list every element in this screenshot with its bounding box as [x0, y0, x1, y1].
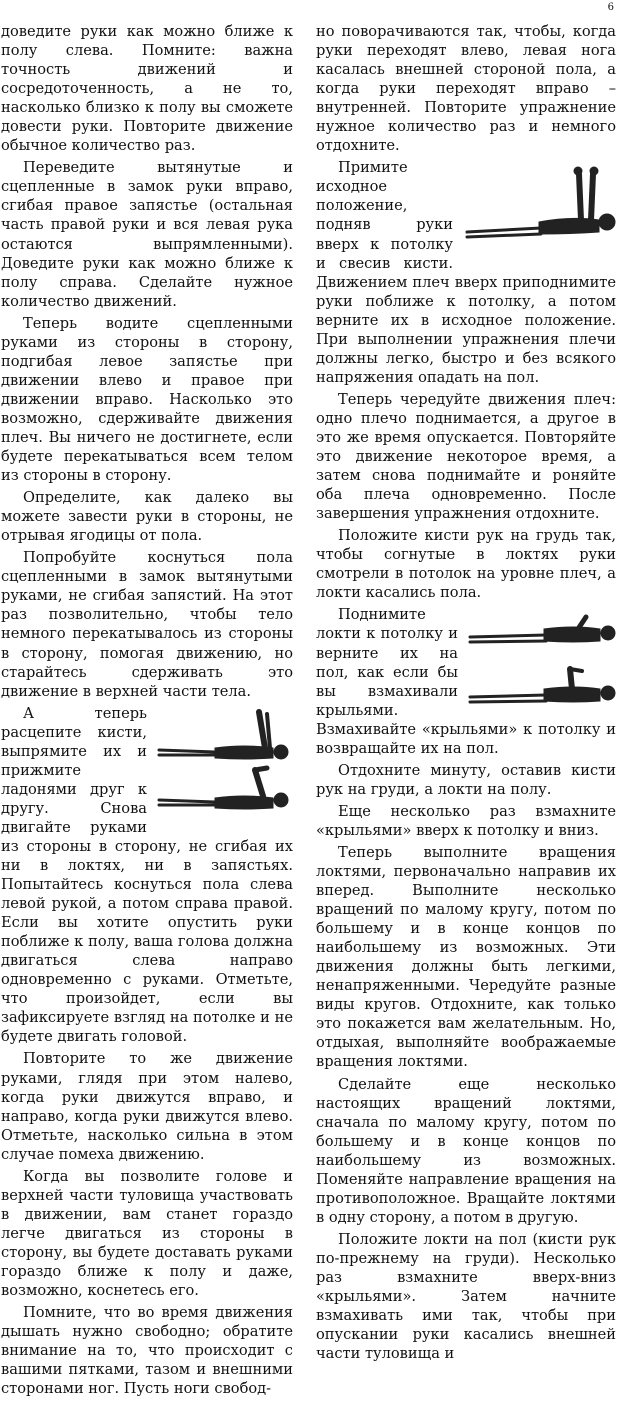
paragraph: Попробуйте коснуться пола сцепленными в замок вытянутыми руками, не сгибая запястий. На этот раз позволительно, чтобы тело немного перекатывалось из стороны в сторону, помогая движению, но старайтесь сдерживать это движение в верхней части тела.: [1, 549, 293, 700]
paragraph: но поворачиваются так, чтобы, когда руки переходят влево, левая нога касалась внешней стороной пола, а когда руки переходят вправо – внутренней. Повторите упражнение нужное количество раз и немного отдохните.: [316, 23, 616, 155]
paragraph: Переведите вытянутые и сцепленные в замок руки вправо, сгибая правое запястье (остальная часть правой руки и вся левая рука остаются выпрямленными). Доведите руки как можно ближе к полу справа. Сделайте нужное количество движений.: [1, 159, 293, 310]
figure-shoulders-raise: [461, 162, 616, 252]
right-column: [316, 22, 616, 1366]
figure-arm-swing: [155, 708, 293, 820]
paragraph: Теперь водите сцепленными руками из стороны в сторону, подгибая левое запястье при движении влево и правое при движении вправо. Насколько это возможно, сдерживайте движения плеч. Вы ничего не достигнете, если будете перекатываться всем телом из стороны в сторону.: [1, 314, 293, 485]
paragraph: Повторите то же движение руками, глядя при этом налево, когда руки движутся вправо, и направо, когда руки движутся влево. Отметьте, насколько сильна в этом случае помеха движению.: [1, 1050, 293, 1163]
paragraph: Помните, что во время движения дышать нужно свободно; обратите внимание на то, что происходит с вашими пятками, тазом и внешними сторонами ног. Пусть ноги свобод-: [1, 1304, 293, 1398]
paragraph: Определите, как далеко вы можете завести руки в стороны, не отрывая ягодицы от пола.: [1, 489, 293, 545]
paragraph: Еще несколько раз взмахните «крыльями» вверх к потолку и вниз.: [316, 802, 616, 839]
paragraph: доведите руки как можно ближе к полу слева. Помните: важна точность движений и сосредоточенность, а не то, насколько близко к полу вы сможете довести руки. Повторите движение обычное количество раз.: [1, 23, 293, 155]
figure-elbow-wings: [466, 609, 616, 714]
paragraph: А теперь расцепите кисти, выпрямите их и прижмите ладонями друг к другу. Снова двигайте руками из стороны в сторону, не сгибая их ни в локтях, ни в запястьях. Попытайтесь коснуться пола слева левой рукой, а потом справа правой. Если вы хотите опустить руки поближе к полу, ваша голова должна двигаться слева направо одновременно с руками. Отметьте, что произойдет, если вы зафиксируете взгляд на потолке и не будете двигать головой.: [1, 704, 293, 1046]
paragraph: Отдохните минуту, оставив кисти рук на груди, а локти на полу.: [316, 761, 616, 798]
paragraph: Когда вы позволите голове и верхней части туловища участвовать в движении, вам станет гораздо легче двигаться из стороны в сторону, вы будете доставать руками гораздо ближе к полу и даже, возможно, коснетесь его.: [1, 1167, 293, 1300]
paragraph: Положите кисти рук на грудь так, чтобы согнутые в локтях руки смотрели в потолок на уровне плеч, а локти касались пола.: [316, 527, 616, 602]
paragraph: Примите исходное положение, подняв руки вверх к потолку и свесив кисти. Движением плеч вверх приподнимите руки поближе к потолку, а потом верните их в исходное положение. При выполнении упражнения плечи должны легко, быстро и без всякого напряжения опадать на пол.: [316, 159, 616, 386]
paragraph: Теперь чередуйте движения плеч: одно плечо поднимается, а другое в это же время опускается. Повторяйте это движение некоторое время, а затем снова поднимайте и роняйте оба плеча одновременно. После завершения упражнения отдохните.: [316, 390, 616, 523]
left-column: [1, 22, 293, 1401]
paragraph: Положите локти на пол (кисти рук по-прежнему на груди). Несколько раз взмахните вверх-вниз «крыльями». Затем начните взмахивать ими так, чтобы при опускании руки касались внешней части туловища и: [316, 1230, 616, 1363]
page-number: 6: [607, 2, 614, 13]
paragraph: Теперь выполните вращения локтями, первоначально направив их вперед. Выполните несколько вращений по малому кругу, потом по большему и в конце концов по наибольшему из возможных. Эти движения должны быть легкими, ненапряженными. Чередуйте разные виды кругов. Отдохните, как только это покажется вам желательным. Но, отдыхая, выполняйте воображаемые вращения локтями.: [316, 843, 616, 1071]
paragraph: Поднимите локти к потолку и верните их на пол, как если бы вы взмахивали крыльями. Взмахивайте «крыльями» к потолку и возвращайте их на пол.: [316, 606, 616, 757]
paragraph: Сделайте еще несколько настоящих вращений локтями, сначала по малому кругу, потом по большему и в конце концов по наибольшему из возможных. Поменяйте направление вращения на противоположное. Вращайте локтями в одну сторону, а потом в другую.: [316, 1075, 616, 1226]
